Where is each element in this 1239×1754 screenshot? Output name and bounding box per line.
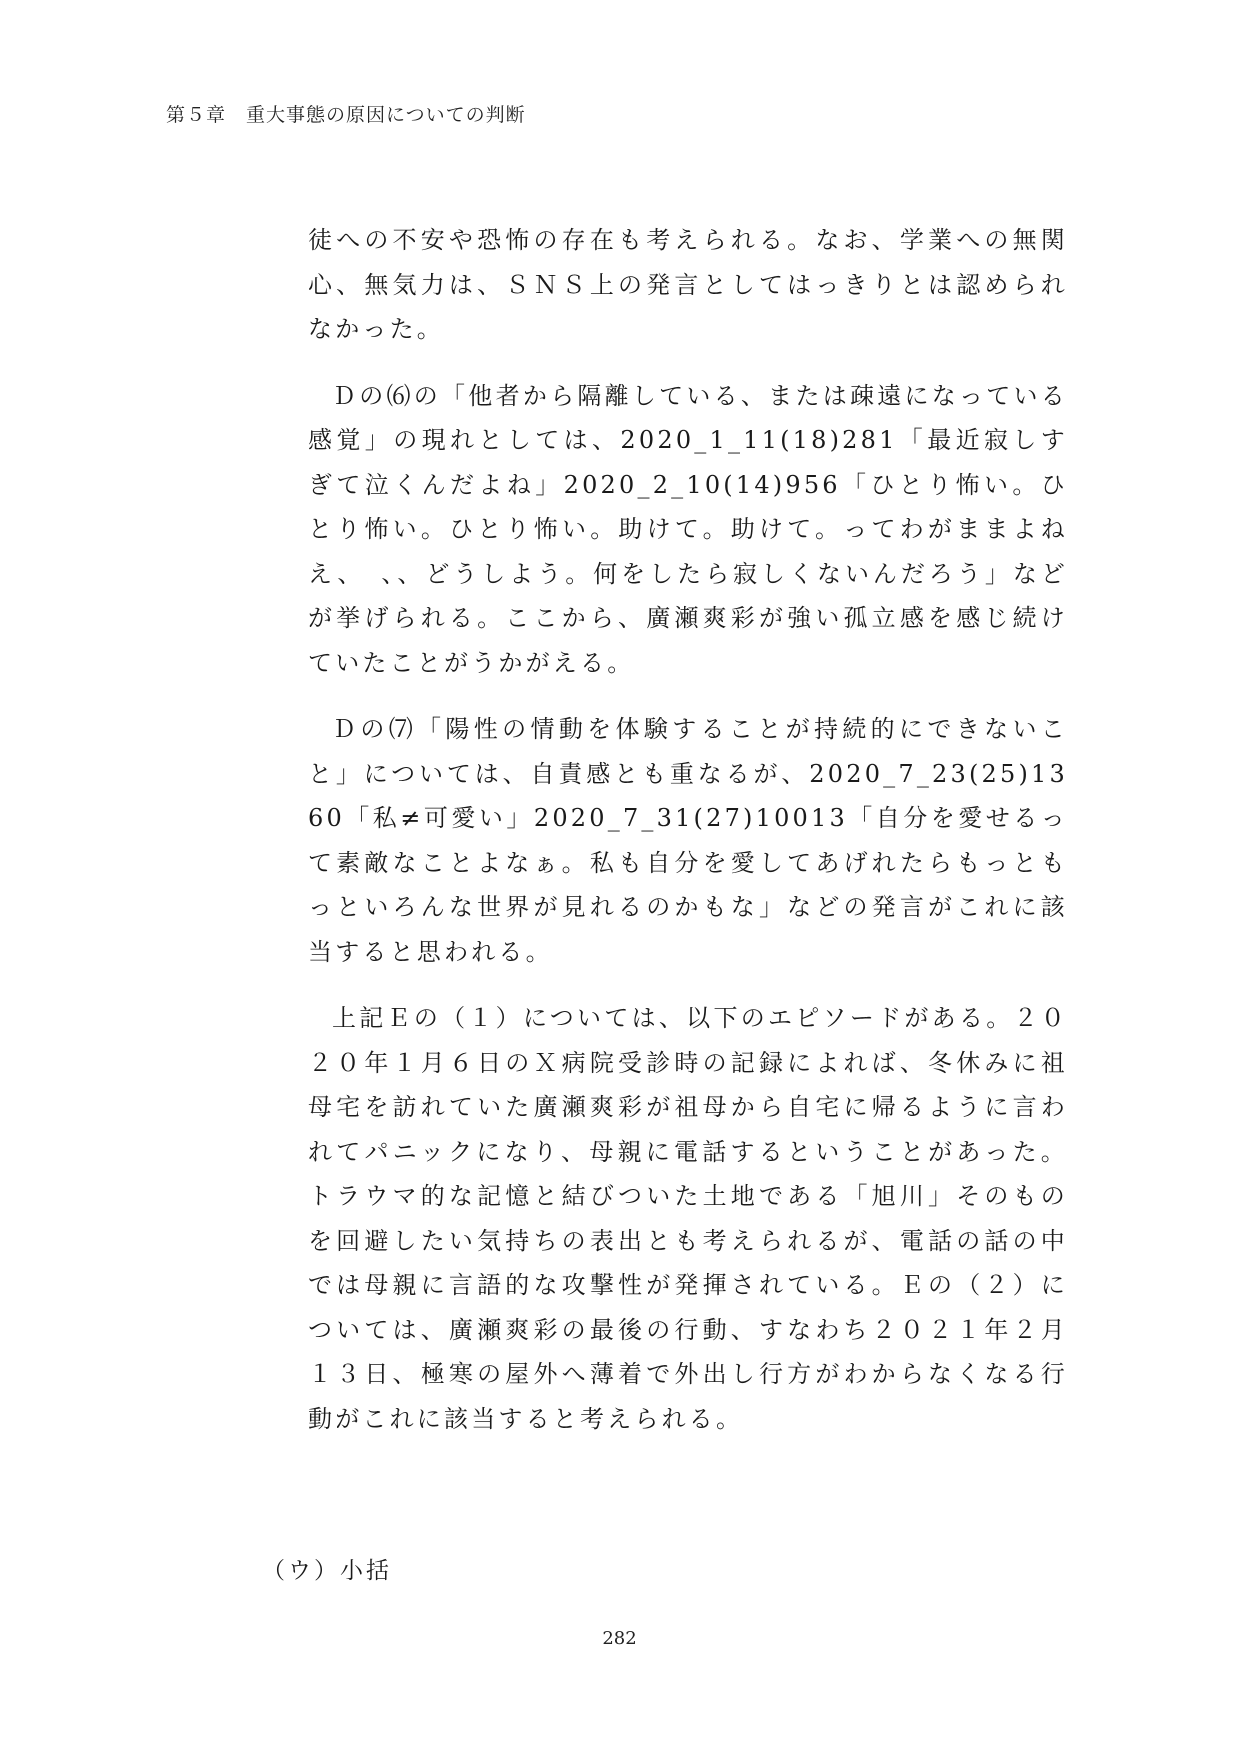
paragraph-4: 上記Ｅの（１）については、以下のエピソードがある。２０２０年１月６日のＸ病院受診時の記録によれば、冬休みに祖母宅を訪れていた廣瀬爽彩が祖母から自宅に帰るように言われてパニックになり、母親に電話するということがあった。トラウマ的な記憶と結びついた土地である「旭川」そのものを回避したい気持ちの表出とも考えられるが、電話の話の中では母親に言語的な攻撃性が発揮されている。Ｅの（２）については、廣瀬爽彩の最後の行動、すなわち２０２１年２月１３日、極寒の屋外へ薄着で外出し行方がわからなくなる行動がこれに該当すると考えられる。 <box>308 1004 1068 1433</box>
subsection-heading: （ウ）小括 <box>262 1558 392 1584</box>
paragraph-2: Ｄの⑹の「他者から隔離している、または疎遠になっている感覚」の現れとしては、2020_1_11(18)281「最近寂しすぎて泣くんだよね」2020_2_10(14)956「ひとり怖い。ひとり怖い。ひとり怖い。助けて。助けて。ってわがままよねえ、 、、どうしよう。何をしたら寂しくないんだろう」などが挙げられる。ここから、廣瀬爽彩が強い孤立感を感じ続けていたことがうかがえる。 <box>308 381 1068 677</box>
chapter-header: 第５章 重大事態の原因についての判断 <box>166 104 526 126</box>
paragraph-3: Ｄの⑺「陽性の情動を体験することが持続的にできないこと」については、自責感とも重なるが、2020_7_23(25)1360「私≠可愛い」2020_7_31(27)10013「自分を愛せるって素敵なことよなぁ。私も自分を愛してあげれたらもっともっといろんな世界が見れるのかもな」などの発言がこれに該当すると思われる。 <box>308 715 1068 966</box>
paragraph-1: 徒への不安や恐怖の存在も考えられる。なお、学業への無関心、無気力は、ＳＮＳ上の発言としてはっきりとは認められなかった。 <box>308 226 1068 343</box>
body-text <box>308 218 1068 1441</box>
page-number: 282 <box>602 1628 637 1649</box>
